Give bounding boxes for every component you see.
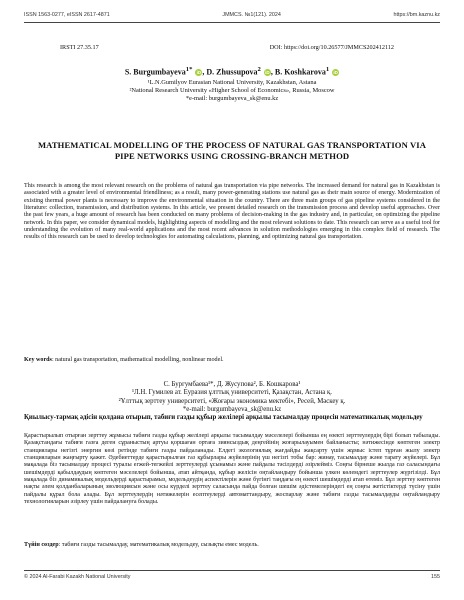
copyright-text: © 2024 Al-Farabi Kazakh National University [24, 574, 131, 580]
author-sup: 1* [185, 66, 193, 73]
keywords-text: : natural gas transportation, mathematical modelling, nonlinear model. [51, 357, 224, 363]
author-list: S. Burgumbayeva$^{1*}$ iD, D. Zhussupova$^2$ iD, B. Koshkarova$^1$ iD [124, 66, 338, 77]
kaz-author-names: С. Бургумбаева¹*, Д. Жусупова², Б. Кошкарова¹ [163, 381, 301, 388]
footer-rule [24, 570, 440, 571]
author-sup: 2 [257, 66, 261, 73]
author-email[interactable]: *e-mail: burgumbayeva_sk@enu.kz [185, 95, 279, 102]
affiliation-2: ²National Research University «Higher School of Economics», Russia, Moscow [129, 87, 335, 94]
kaz-author-block [24, 381, 440, 414]
journal-issue: JMMCS. №1(121). 2024 [222, 12, 281, 18]
orcid-icon[interactable]: iD [333, 69, 338, 75]
orcid-icon[interactable]: iD [265, 69, 270, 75]
author-name: S. Burgumbayeva [124, 67, 186, 77]
orcid-icon[interactable]: iD [196, 69, 202, 75]
header-rule [24, 22, 440, 23]
kaz-affiliation-1: ¹Л.Н. Гумилев ат. Еуразия ұлттық университеті, Қазақстан, Астана қ. [131, 389, 332, 397]
kaz-author-email[interactable]: *e-mail: burgumbayeva_sk@enu.kz [182, 405, 282, 413]
running-footer [24, 572, 440, 582]
doi-link[interactable]: DOI: https://doi.org/10.26577/JMMCS202412112 [269, 44, 394, 51]
meta-row [60, 44, 394, 51]
author-sup: 1 [325, 66, 330, 73]
kaz-keywords [24, 542, 440, 549]
abstract-text: This research is among the most relevant research on the problems of natural gas transportation via pipe networks. The increased demand for natural gas in Kazakhstan is associated with a greater level of environmental friendliness; as a result, many power-generating stations use natural gas as their main source of energy. Modernization of existing thermal power plants is necessary to improve the environmental situation in the country. There are three main groups of gas pipeline systems considered in the literature: collection, transmission, and distribution systems. In this article, we present detailed research on the transmission process and develop useful approaches. Over the past few years, a huge amount of research has been conducted on many problems of decision-making in the gas industry and, in particular, on optimizing the pipeline network. In this paper, we consider dynamical models, highlighting aspects of modelling and the most relevant solutions to date. This research can serve as a useful tool for understanding the evolution of many real-world applications and the most recent advances in solution methodologies emerging in this complex field of research. The results of this research can be used to develop technologies for automating calculations, planning, and optimizing natural gas transportation. [24, 183, 440, 241]
author-name: D. Zhussupova [206, 67, 258, 77]
keywords [24, 357, 440, 364]
keywords-label: Key words [24, 357, 52, 363]
author-name: B. Koshkarova [274, 67, 326, 77]
kaz-affiliation-2: ²Ұлттық зерттеу университеті, «Жоғары экономика мектебі», Ресей, Мәскеу қ. [118, 397, 346, 405]
irsti-code: IRSTI 27.35.17 [60, 44, 99, 51]
running-header [24, 9, 440, 21]
paper-title: MATHEMATICAL MODELLING OF THE PROCESS OF NATURAL GAS TRANSPORTATION VIA PIPE NETWORKS USING CROSSING-BRANCH METHOD [37, 140, 427, 161]
affiliation-1: ¹L.N.Gumilyov Eurasian National University, Kazakhstan, Astana [147, 79, 317, 86]
kaz-keywords-label: Түйін сөздер [24, 542, 59, 548]
kaz-abstract-text: Қарастырылып отырған зерттеу жұмысы табиғи газды құбыр желілері арқылы тасымалдау мәселелері бойынша ең өзекті зерттеулердің бірі болып табылады. Қазақстандағы табиғи газға деген сұраныстың артуы қоршаған ортаға зиянсыздық деңгейінің жоғарылауымен байланысты; нәтижесінде көптеген электр станциялары негізгі энергия көзі ретінде табиғи газды пайдаланады. Елдегі экологиялық жағдайды жақсарту үшін жұмыс істеп тұрған жылу электр станцияларын жаңғырту қажет. Әдебиеттерде қарастырылған газ құбырлары жүйелерінің үш негізгі тобы бар: жинау, тасымалдау және тарату жүйелері. Бұл мақалада біз тасымалдау процесі туралы егжей-тегжейлі зерттеулерді ұсынамыз және пайдалы тәсілдерді әзірлейміз. Соңғы бірнеше жылда газ саласындағы шешімдерді қабылдаудың көптеген мәселелері бойынша, атап айтқанда, құбыр желісін оңтайландыру бойынша үлкен көлемдегі зерттеулер жүргізілді. Бұл мақалада біз динамикалық модельдерді қарастырамыз, модельдеудің аспектілерін және бүгінгі таңдағы ең өзекті шешімдерді атап өтеміз. Бұл зерттеу көптеген нақты әлем қолданбаларының эволюциясын және осы күрделі зерттеу саласында пайда болған шешім әдістемелеріндегі ең соңғы жетістіктерді түсіну үшін пайдалы құрал бола алады. Бұл зерттеулердің нәтижелерін есептеулерді автоматтандыру, жоспарлау және табиғи газды тасымалдауды оңтайландыру технологияларын әзірлеу үшін пайдалануға болады. [24, 433, 440, 506]
issn-text: ISSN 1563-0277, eISSN 2617-4871 [24, 12, 110, 18]
page-number: 155 [431, 574, 440, 580]
journal-url[interactable]: https://bm.kaznu.kz [393, 12, 440, 18]
kaz-keywords-text: : табиғи газды тасымалдау, математикалық модельдеу, сызықты емес модель. [58, 542, 259, 548]
kaz-title: Қиылысу-тармақ әдісін қолдана отырып, табиғи газды құбыр желілері арқылы тасымалдау процесін математикалық модельдеу [24, 414, 423, 421]
